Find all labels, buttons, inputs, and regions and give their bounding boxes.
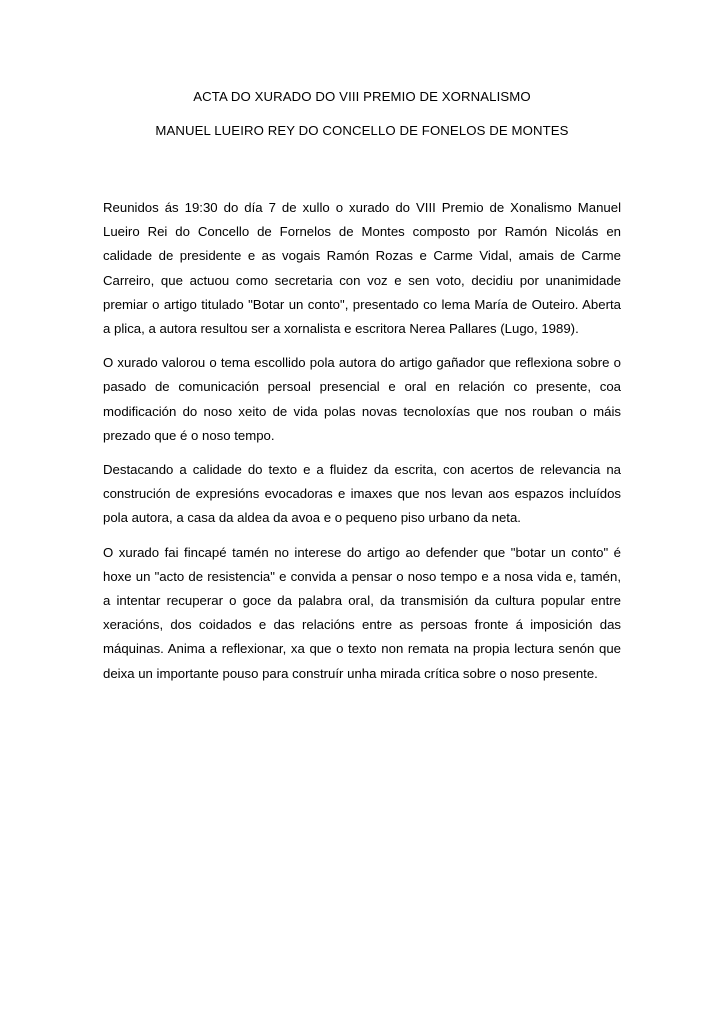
paragraph-1: Reunidos ás 19:30 do día 7 de xullo o xurado do VIII Premio de Xonalismo Manuel Lueiro Rei do Concello de Fornelos de Montes composto por Ramón Nicolás en calidade de presidente e as vogais Ramón Rozas e Carme Vidal, amais de Carme Carreiro, que actuou como secretaria con voz e sen voto, decidiu por unanimidade premiar o artigo titulado "Botar un conto", presentado co lema María de Outeiro. Aberta a plica, a autora resultou ser a xornalista e escritora Nerea Pallares (Lugo, 1989).	[103, 200, 621, 337]
document-title-line-1: ACTA DO XURADO DO VIII PREMIO DE XORNALISMO	[193, 89, 531, 104]
paragraph-4: O xurado fai fincapé tamén no interese do artigo ao defender que "botar un conto" é hoxe un "acto de resistencia" e convida a pensar o noso tempo e a nosa vida e, tamén, a intentar recuperar o goce da palabra oral, da transmisión da cultura popular entre xeracións, dos coidados e das relacións entre as persoas fronte á imposición das máquinas. Anima a reflexionar, xa que o texto non remata na propia lectura senón que deixa un importante pouso para construír unha mirada crítica sobre o noso presente.	[103, 544, 621, 681]
document-body	[103, 196, 621, 696]
document-title-line-2: MANUEL LUEIRO REY DO CONCELLO DE FONELOS DE MONTES	[155, 123, 569, 138]
paragraph-3: Destacando a calidade do texto e a fluidez da escrita, con acertos de relevancia na construción de expresións evocadoras e imaxes que nos levan aos espazos incluídos pola autora, a casa da aldea da avoa e o pequeno piso urbano da neta.	[103, 462, 621, 526]
paragraph-2: O xurado valorou o tema escollido pola autora do artigo gañador que reflexiona sobre o pasado de comunicación persoal presencial e oral en relación co presente, coa modificación do noso xeito de vida polas novas tecnoloxías que nos rouban o máis prezado que é o noso tempo.	[103, 355, 621, 443]
